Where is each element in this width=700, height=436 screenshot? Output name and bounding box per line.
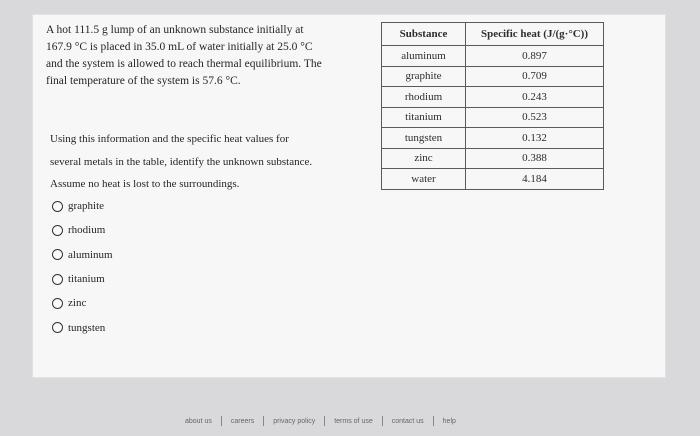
header-substance: Substance [382, 23, 466, 46]
option-aluminum[interactable] [52, 243, 113, 267]
footer-links [176, 416, 465, 426]
option-label: rhodium [68, 224, 106, 237]
specific-heat-cell: 0.709 [466, 66, 604, 87]
radio-button[interactable] [52, 225, 63, 236]
specific-heat-cell: 0.243 [466, 87, 604, 108]
specific-heat-cell: 4.184 [466, 169, 604, 190]
option-tungsten[interactable] [52, 315, 113, 339]
specific-heat-table [381, 22, 604, 190]
table-header-row [382, 23, 604, 46]
specific-heat-cell: 0.132 [466, 128, 604, 149]
problem-line: 167.9 °C is placed in 35.0 mL of water initially at 25.0 °C [46, 41, 313, 53]
table-row [382, 87, 604, 108]
footer-link-terms-of-use[interactable]: terms of use [334, 417, 373, 425]
substance-cell: graphite [382, 66, 466, 87]
substance-cell: aluminum [382, 46, 466, 67]
table-row [382, 128, 604, 149]
specific-heat-cell: 0.897 [466, 46, 604, 67]
question-prompt [50, 128, 380, 196]
substance-cell: rhodium [382, 87, 466, 108]
table-row [382, 66, 604, 87]
header-specific-heat: Specific heat (J/(g·°C)) [466, 23, 604, 46]
question-line: Assume no heat is lost to the surroundings. [50, 178, 240, 190]
substance-cell: water [382, 169, 466, 190]
option-label: tungsten [68, 321, 106, 334]
option-graphite[interactable] [52, 194, 113, 218]
option-label: graphite [68, 200, 105, 213]
option-zinc[interactable] [52, 291, 113, 315]
footer-link-privacy-policy[interactable]: privacy policy [273, 417, 316, 425]
specific-heat-cell: 0.523 [466, 107, 604, 128]
specific-heat-cell: 0.388 [466, 148, 604, 169]
radio-button[interactable] [52, 298, 63, 309]
problem-line: final temperature of the system is 57.6 °C. [46, 75, 241, 87]
table-row [382, 107, 604, 128]
question-line: several metals in the table, identify the unknown substance. [50, 155, 313, 168]
problem-line: and the system is allowed to reach thermal equilibrium. The [46, 58, 322, 70]
answer-options [52, 194, 113, 340]
option-titanium[interactable] [52, 267, 113, 291]
problem-line: A hot 111.5 g lump of an unknown substance initially at [46, 24, 304, 36]
footer-link-about-us[interactable]: about us [185, 417, 212, 425]
substance-cell: zinc [382, 148, 466, 169]
option-label: zinc [68, 297, 87, 310]
footer-link-careers[interactable]: careers [230, 417, 255, 425]
substance-cell: tungsten [382, 128, 466, 149]
option-label: titanium [68, 273, 105, 286]
table-row [382, 169, 604, 190]
table-row [382, 148, 604, 169]
problem-statement [46, 22, 366, 90]
substance-cell: titanium [382, 107, 466, 128]
footer-link-help[interactable]: help [442, 417, 456, 425]
radio-button[interactable] [52, 274, 63, 285]
option-label: aluminum [68, 248, 113, 261]
question-line: Using this information and the specific heat values for [50, 133, 289, 145]
option-rhodium[interactable] [52, 218, 113, 242]
radio-button[interactable] [52, 322, 63, 333]
footer-link-contact-us[interactable]: contact us [391, 417, 424, 425]
table-row [382, 46, 604, 67]
radio-button[interactable] [52, 249, 63, 260]
radio-button[interactable] [52, 201, 63, 212]
